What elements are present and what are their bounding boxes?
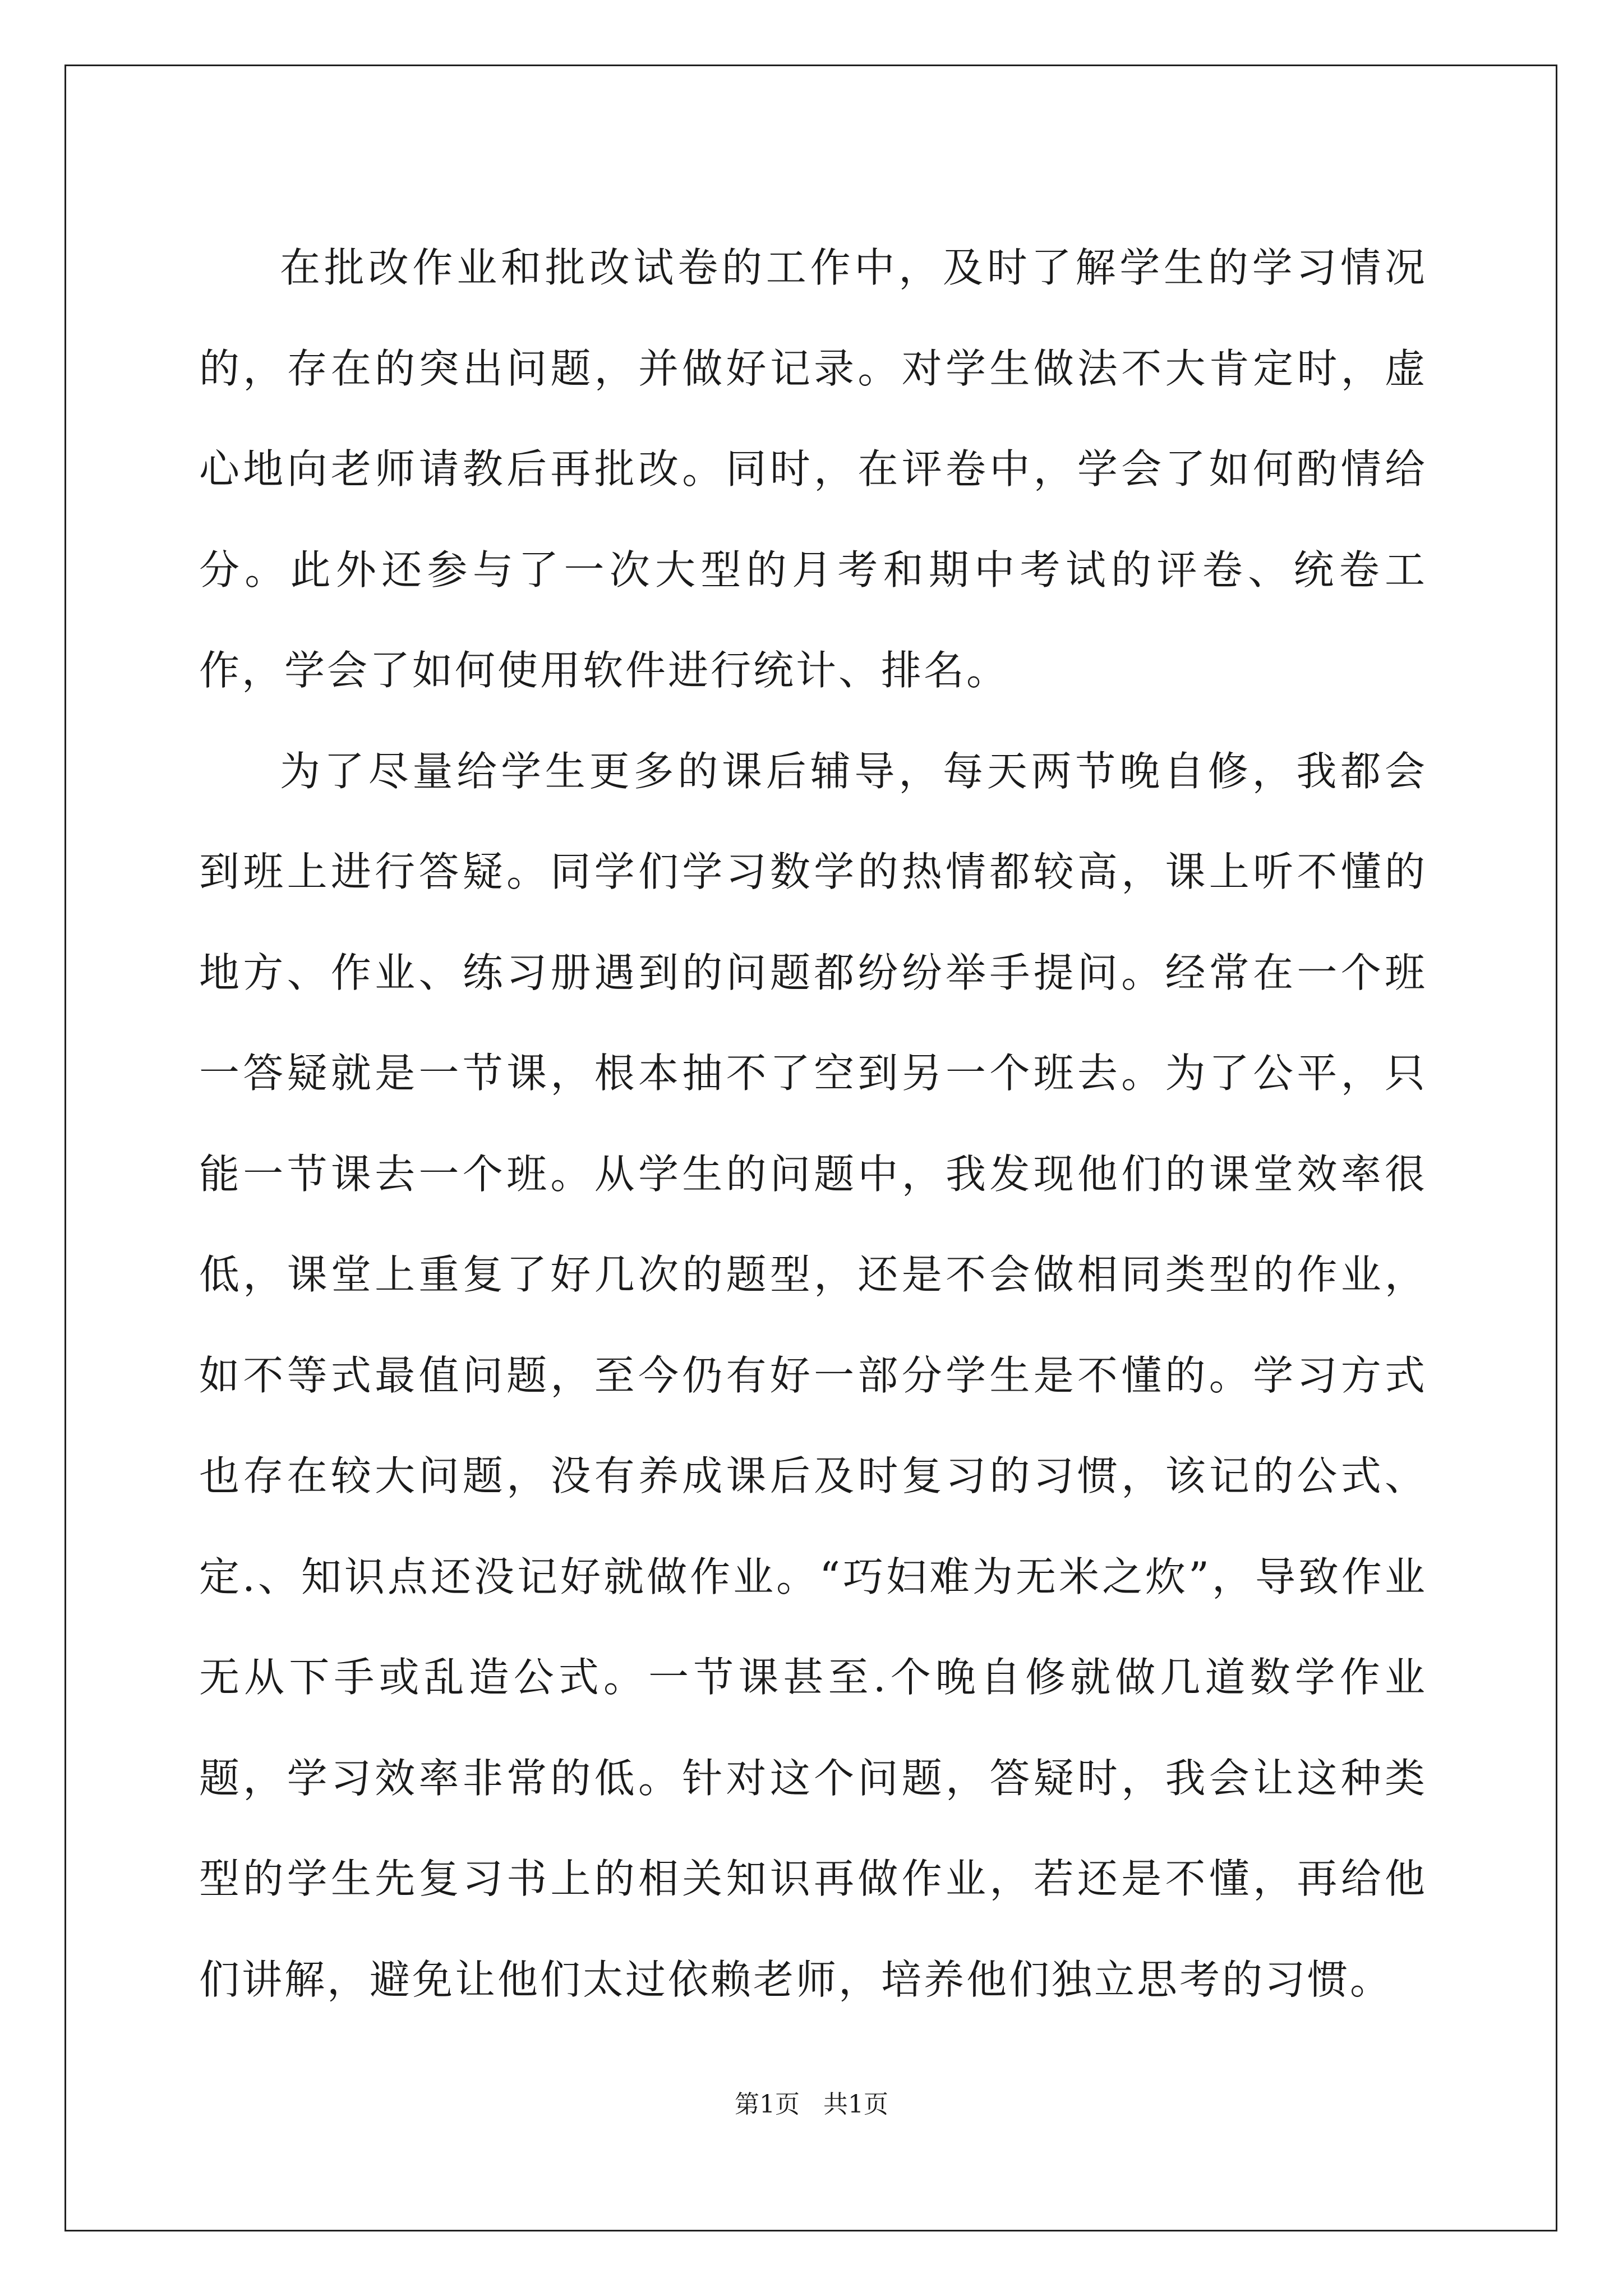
paragraph-tutoring: 为了尽量给学生更多的课后辅导，每天两节晚自修，我都会到班上进行答疑。同学们学习数学的热情都较高，课上听不懂的地方、作业、练习册遇到的问题都纷纷举手提问。经常在一个班一答疑就是一节课，根本抽不了空到另一个班去。为了公平，只能一节课去一个班。从学生的问题中，我发现他们的课堂效率很低，课堂上重复了好几次的题型，还是不会做相同类型的作业，如不等式最值问题，至今仍有好一部分学生是不懂的。学习方式也存在较大问题，没有养成课后及时复习的习惯，该记的公式、定.、知识点还没记好就做作业。“巧妇难为无米之炊”，导致作业无从下手或乱造公式。一节课甚至.个晚自修就做几道数学作业题，学习效率非常的低。针对这个问题，答疑时，我会让这种类型的学生先复习书上的相关知识再做作业，若还是不懂，再给他们讲解，避免让他们太过依赖老师，培养他们独立思考的习惯。	[199, 747, 1427, 2003]
document-body	[199, 218, 1427, 2030]
paragraph-grading: 在批改作业和批改试卷的工作中，及时了解学生的学习情况的，存在的突出问题，并做好记录。对学生做法不大肯定时，虚心地向老师请教后再批改。同时，在评卷中，学会了如何酌情给分。此外还参与了一次大型的月考和期中考试的评卷、统卷工作，学会了如何使用软件进行统计、排名。	[199, 244, 1427, 694]
page-footer: 第1页 共1页	[735, 2090, 888, 2119]
